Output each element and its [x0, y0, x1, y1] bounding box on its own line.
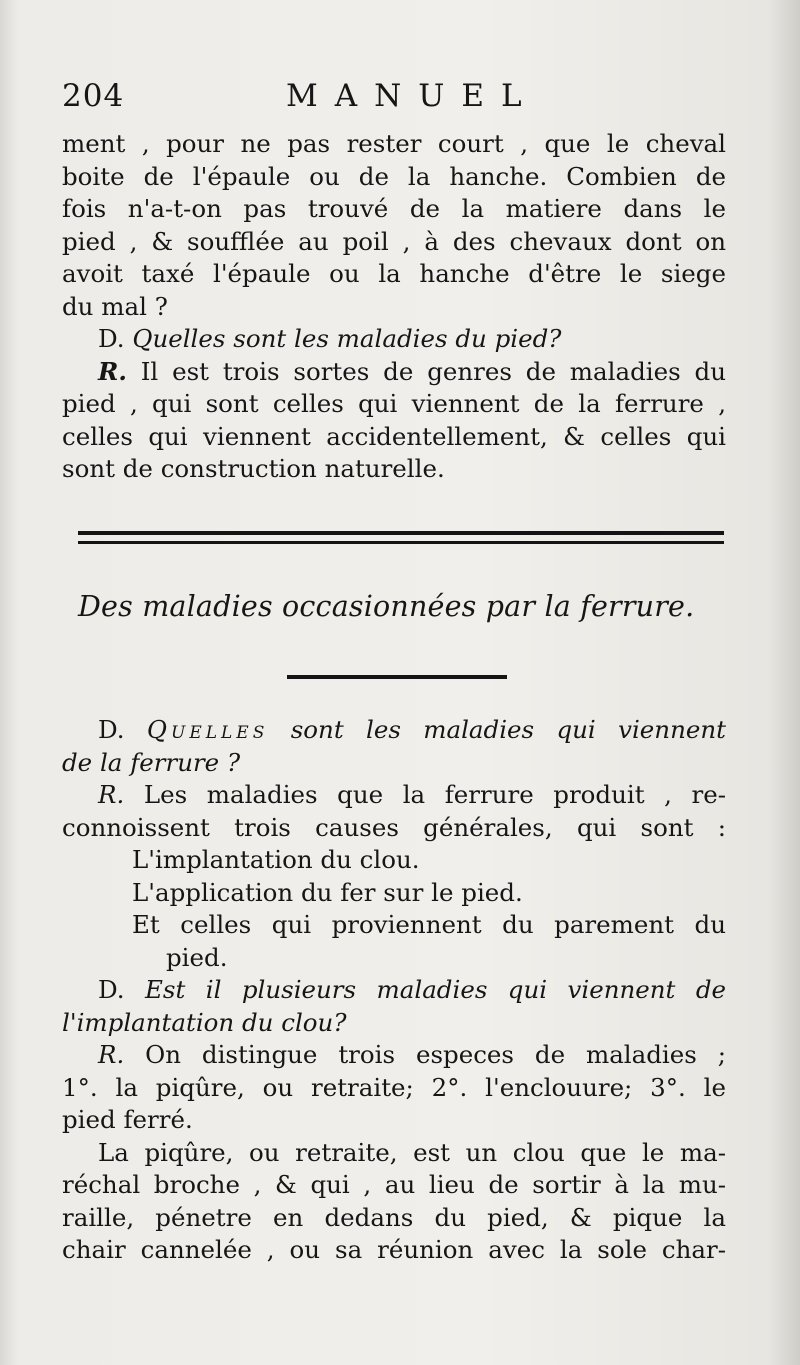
list-item: Et celles qui proviennent du parement du	[132, 910, 726, 939]
question-line	[62, 714, 726, 747]
text-line: pied ferré.	[62, 1105, 193, 1134]
text-line: pied , qui sont celles qui viennent de la ferrure ,	[62, 389, 726, 418]
answer-line	[62, 356, 726, 389]
section-divider-double-rule	[78, 531, 724, 547]
question-line-cont: de la ferrure ?	[62, 747, 241, 777]
section-body	[62, 714, 726, 1267]
question-prefix: D.	[98, 324, 125, 353]
section-heading: Des maladies occasionnées par la ferrure.	[78, 590, 695, 623]
question-prefix: D.	[98, 975, 125, 1004]
answer-text: Les maladies que la ferrure produit , re-	[143, 780, 726, 809]
text-line: avoit taxé l'épaule ou la hanche d'être le siege	[62, 259, 726, 288]
rule-thick	[78, 531, 724, 535]
rule-thin	[78, 541, 724, 544]
question-smallcaps: Quelles	[146, 715, 269, 744]
answer-text: Il est trois sortes de genres de maladies du	[140, 356, 726, 386]
text-line: celles qui viennent accidentellement, & celles qui	[62, 421, 726, 451]
list-item: L'application du fer sur le pied.	[132, 877, 523, 907]
text-line: du mal ?	[62, 291, 168, 321]
running-title: MANUEL	[286, 78, 539, 114]
question-text: sont les maladies qui viennent	[290, 715, 726, 744]
text-line: chair cannelée , ou sa réunion avec la sole char-	[62, 1235, 726, 1264]
question-text: Quelles sont les maladies du pied?	[132, 324, 562, 353]
text-line: connoissent trois causes générales, qui sont :	[62, 812, 726, 842]
text-line: raille, pénetre en dedans du pied, & pique la	[62, 1202, 726, 1232]
short-divider-rule	[287, 675, 507, 679]
text-line: ment , pour ne pas rester court , que le cheval	[62, 129, 726, 158]
list-item-cont: pied.	[166, 942, 228, 972]
text-line: La piqûre, ou retraite, est un clou que le ma-	[98, 1137, 726, 1167]
page-number: 204	[62, 78, 125, 114]
question-prefix: D.	[98, 715, 125, 744]
list-item: L'implantation du clou.	[132, 845, 420, 874]
answer-prefix: R.	[98, 356, 127, 386]
question-line-cont: l'implantation du clou?	[62, 1007, 347, 1037]
text-line: sont de construction naturelle.	[62, 454, 445, 483]
text-line: fois n'a-t-on pas trouvé de la matiere dans le	[62, 194, 726, 223]
question-line	[62, 974, 726, 1007]
answer-text: On distingue trois especes de maladies ;	[145, 1040, 726, 1069]
answer-prefix: R.	[98, 780, 125, 809]
text-line: réchal broche , & qui , au lieu de sortir à la mu-	[62, 1170, 726, 1199]
answer-prefix: R.	[98, 1040, 125, 1069]
text-line: boite de l'épaule ou de la hanche. Combien de	[62, 161, 726, 191]
continued-paragraph	[62, 128, 726, 486]
page-header	[62, 78, 722, 122]
question-line	[62, 323, 726, 356]
question-text: Est il plusieurs maladies qui viennent de	[145, 975, 726, 1004]
answer-line	[62, 779, 726, 812]
answer-line	[62, 1039, 726, 1072]
text-line: pied , & soufflée au poil , à des chevaux dont on	[62, 226, 726, 256]
text-line: 1°. la piqûre, ou retraite; 2°. l'enclouure; 3°. le	[62, 1072, 726, 1102]
